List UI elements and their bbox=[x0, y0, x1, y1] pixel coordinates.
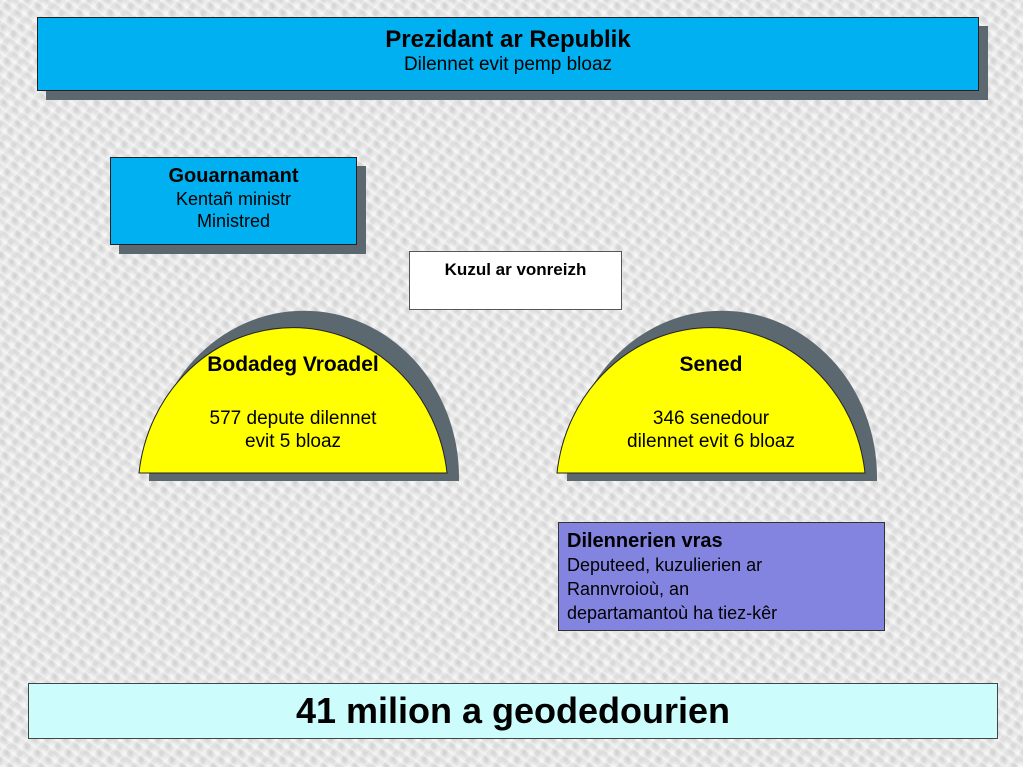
government-box bbox=[110, 157, 357, 245]
president-box bbox=[37, 17, 979, 91]
senate-desc-line2: dilennet evit 6 bloaz bbox=[627, 431, 795, 452]
citizens-box bbox=[28, 683, 998, 739]
president-title: Prezidant ar Republik bbox=[385, 26, 631, 53]
electors-title: Dilennerien vras bbox=[567, 530, 723, 552]
electors-line1: Deputeed, kuzulierien ar bbox=[567, 555, 763, 575]
electors-line3: departamantoù ha tiez-kêr bbox=[567, 603, 778, 623]
assembly-desc bbox=[137, 407, 449, 453]
electors-line2: Rannvroioù, an bbox=[567, 579, 690, 599]
assembly-desc-line1: 577 depute dilennet bbox=[209, 408, 377, 429]
senate-dome bbox=[555, 309, 867, 474]
citizens-label: 41 milion a geodedourien bbox=[295, 690, 731, 731]
council-title: Kuzul ar vonreizh bbox=[444, 260, 587, 279]
senate-desc-line1: 346 senedour bbox=[652, 408, 770, 429]
national-assembly-dome bbox=[137, 309, 449, 474]
assembly-title: Bodadeg Vroadel bbox=[207, 353, 379, 376]
government-title: Gouarnamant bbox=[168, 165, 299, 187]
government-line-ministers: Ministred bbox=[196, 211, 271, 231]
senate-desc bbox=[555, 407, 867, 453]
grand-electors-box bbox=[558, 522, 885, 631]
assembly-desc-line2: evit 5 bloaz bbox=[244, 431, 342, 452]
government-line-prime-minister: Kentañ ministr bbox=[175, 189, 292, 209]
senate-title: Sened bbox=[679, 353, 743, 376]
constitutional-council-box bbox=[409, 251, 622, 310]
president-subtitle: Dilennet evit pemp bloaz bbox=[403, 54, 613, 75]
